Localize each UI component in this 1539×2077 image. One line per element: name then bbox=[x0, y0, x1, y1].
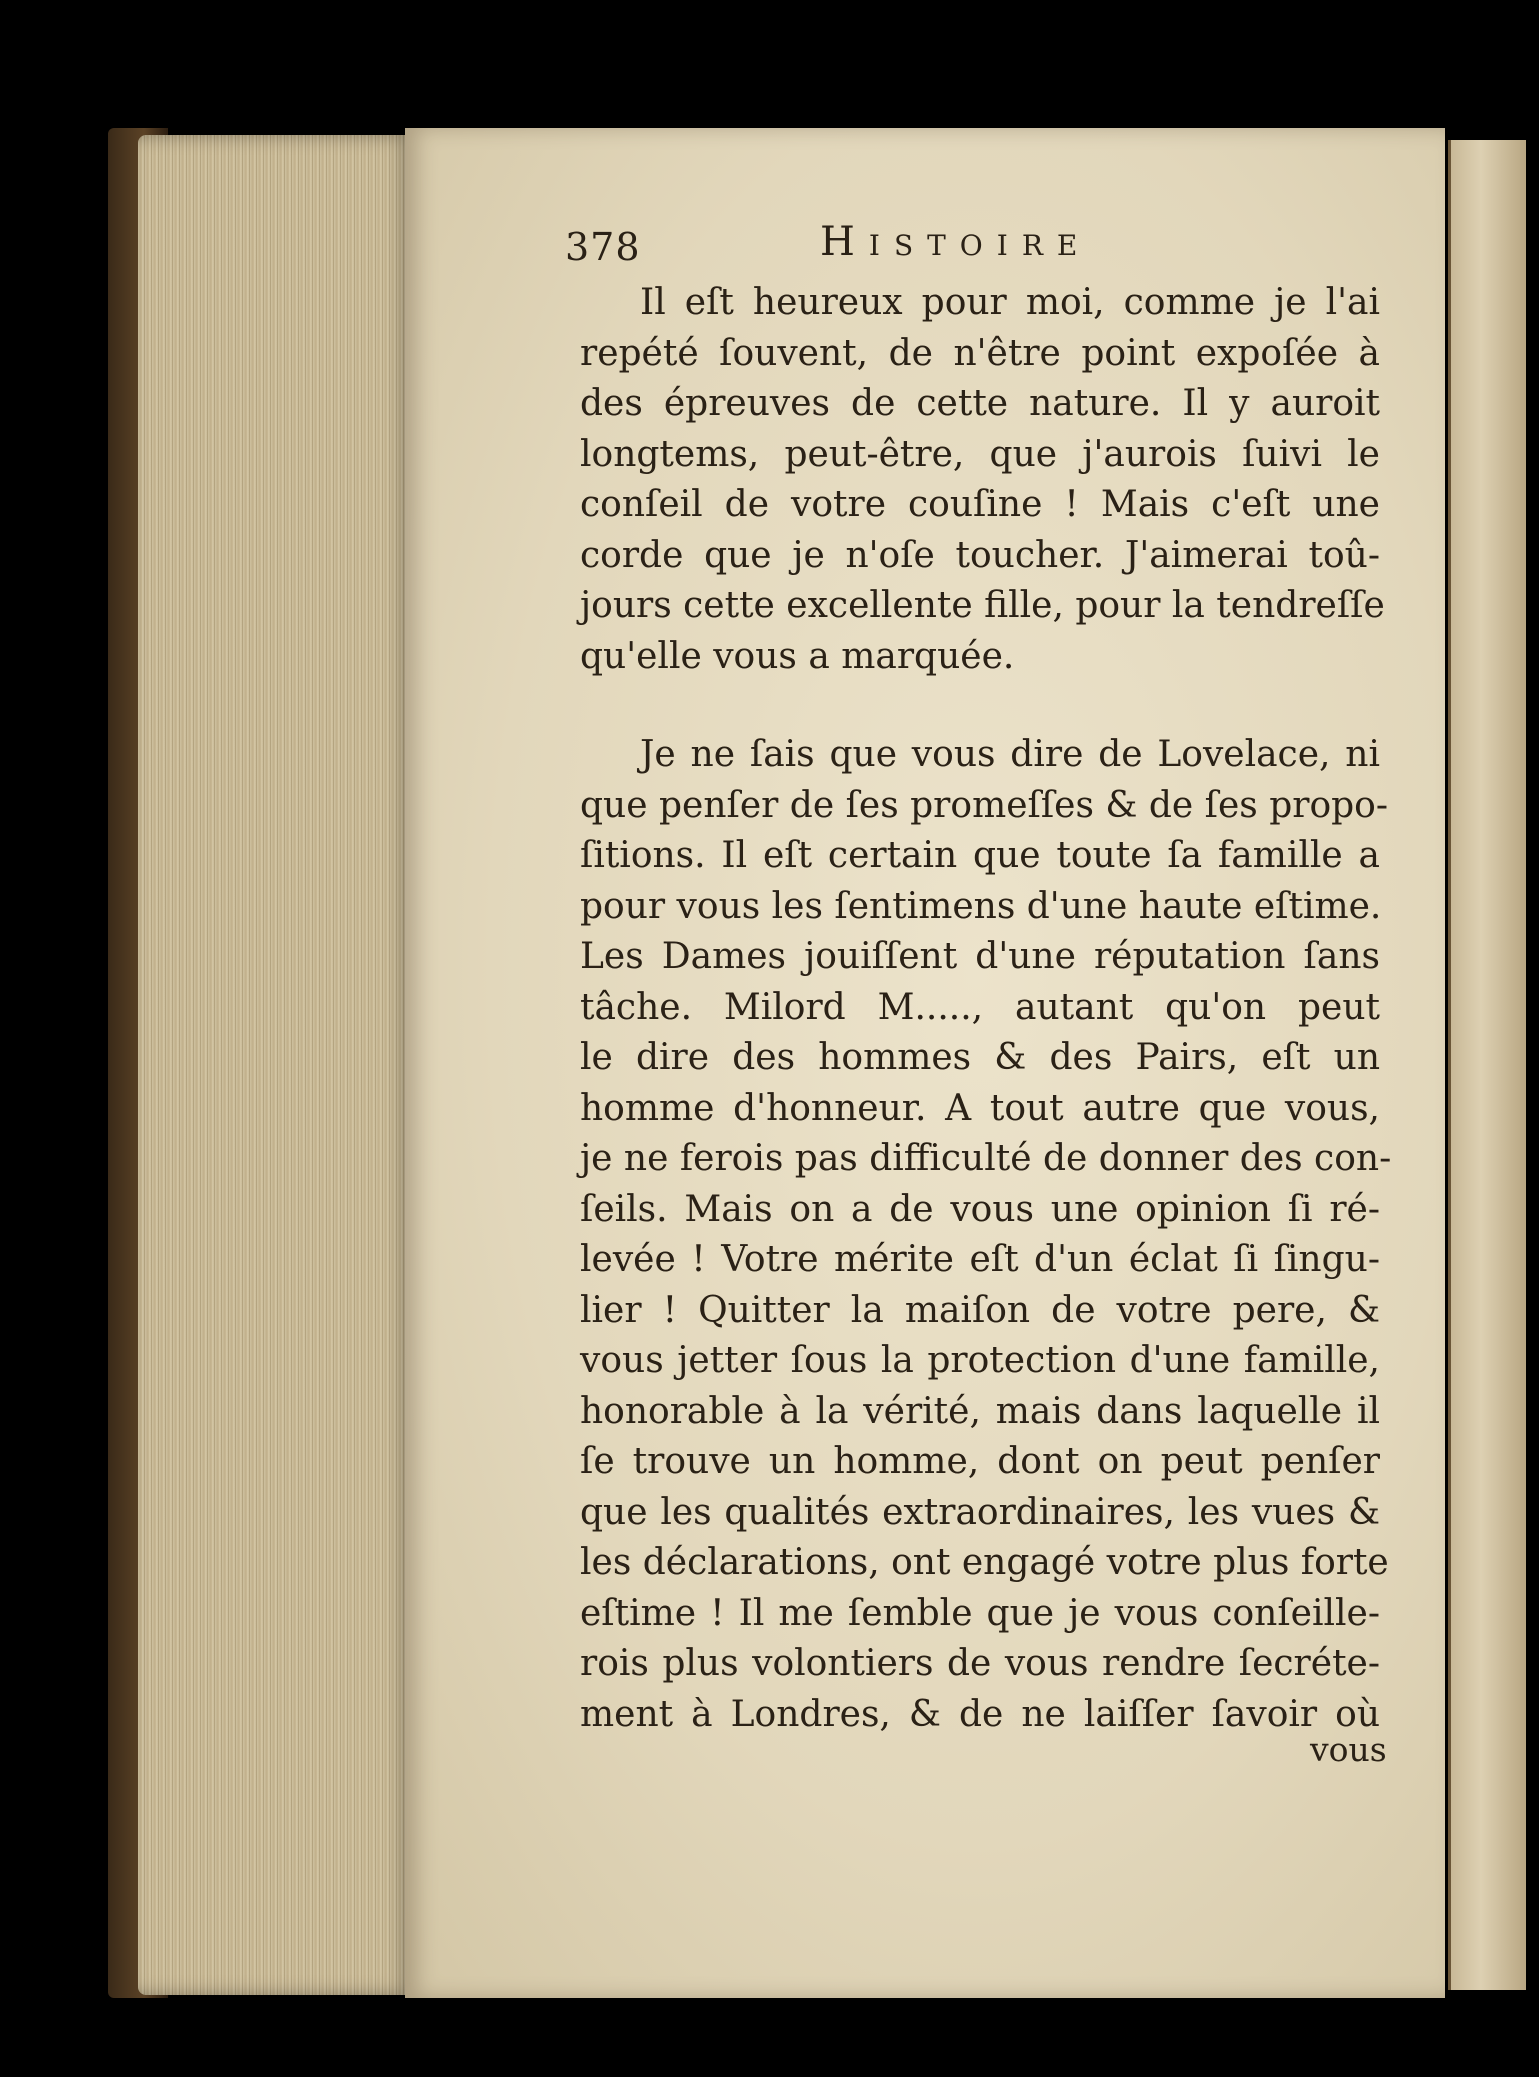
text-line: des épreuves de cette nature. Il y auroit bbox=[580, 383, 1380, 424]
text-line: le dire des hommes & des Pairs, eſt un bbox=[580, 1037, 1380, 1078]
text-line: repété ſouvent, de n'être point expoſée à bbox=[580, 332, 1380, 374]
text-line: ſe trouve un homme, dont on peut penſer bbox=[580, 1441, 1380, 1482]
text-line: ment à Londres, & de ne laiſſer ſavoir où bbox=[580, 1693, 1380, 1735]
page-edges bbox=[138, 135, 413, 1995]
text-line: Les Dames jouiſſent d'une réputation ſans bbox=[580, 936, 1380, 977]
text-line: corde que je n'oſe toucher. J'aimerai toû- bbox=[580, 534, 1380, 576]
running-title: Histoire bbox=[820, 219, 1092, 265]
text-line: rois plus volontiers de vous rendre ſecréte- bbox=[580, 1643, 1380, 1684]
text-line: tâche. Milord M....., autant qu'on peut bbox=[580, 986, 1380, 1028]
text-line: vous jetter ſous la protection d'une famille, bbox=[580, 1340, 1380, 1381]
text-line: je ne ferois pas difficulté de donner des con- bbox=[580, 1138, 1392, 1179]
text-line: ſitions. Il eſt certain que toute ſa famille a bbox=[580, 835, 1380, 876]
text-line: eſtime ! Il me ſemble que je vous conſeille- bbox=[580, 1592, 1380, 1634]
text-line: Je ne ſais que vous dire de Lovelace, ni bbox=[640, 734, 1380, 775]
catchword: vous bbox=[1310, 1730, 1387, 1769]
text-line: qu'elle vous a marquée. bbox=[580, 635, 1015, 677]
text-line: conſeil de votre couſine ! Mais c'eſt une bbox=[580, 484, 1380, 525]
text-line: homme d'honneur. A tout autre que vous, bbox=[580, 1087, 1380, 1129]
text-line: ſeils. Mais on a de vous une opinion ſi ré- bbox=[580, 1188, 1380, 1230]
text-line: les déclarations, ont engagé votre plus forte bbox=[580, 1542, 1389, 1583]
text-line: lier ! Quitter la maiſon de votre pere, & bbox=[580, 1289, 1380, 1331]
text-line: jours cette excellente fille, pour la tendreſſe bbox=[580, 585, 1385, 626]
paragraph bbox=[580, 278, 1385, 682]
body-text bbox=[580, 278, 1392, 1740]
text-line: Il eſt heureux pour moi, comme je l'ai bbox=[640, 282, 1380, 323]
facing-page-edge bbox=[1448, 140, 1526, 1990]
page-number: 378 bbox=[565, 225, 641, 269]
text-line: que penſer de ſes promeſſes & de ſes propo- bbox=[580, 784, 1389, 826]
text-line: honorable à la vérité, mais dans laquelle il bbox=[580, 1390, 1380, 1432]
text-line: que les qualités extraordinaires, les vues & bbox=[580, 1491, 1380, 1533]
text-line: longtems, peut-être, que j'aurois ſuivi le bbox=[580, 433, 1380, 475]
paragraph bbox=[580, 730, 1392, 1740]
text-line: pour vous les ſentimens d'une haute eſtime. bbox=[580, 885, 1382, 927]
text-line: levée ! Votre mérite eſt d'un éclat ſi ſingu- bbox=[580, 1239, 1380, 1280]
page-header bbox=[565, 215, 1385, 275]
